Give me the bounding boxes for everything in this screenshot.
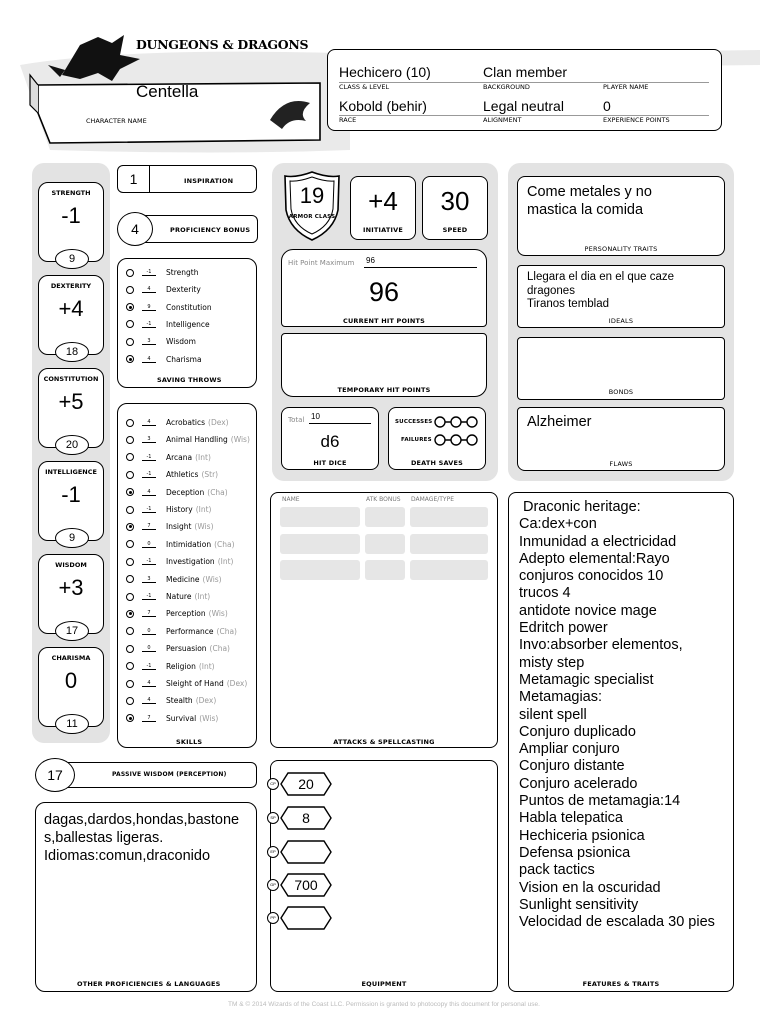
ability-score[interactable]: 17	[55, 621, 89, 641]
hit-dice-value[interactable]: d6	[320, 432, 340, 451]
skill-name: Sleight of Hand	[166, 679, 224, 688]
initiative-value[interactable]: +4	[368, 186, 398, 216]
skill-attribute: (Int)	[195, 505, 212, 514]
skill-name: Acrobatics	[166, 418, 206, 427]
ideals-label: IDEALS	[608, 317, 634, 325]
features-text[interactable]	[519, 499, 731, 931]
skill-row[interactable]	[126, 501, 211, 518]
skill-mod[interactable]: 0	[142, 645, 156, 652]
alignment-value[interactable]: Legal neutral	[483, 98, 564, 114]
ability-score[interactable]: 9	[55, 249, 89, 269]
saving-throw-mod[interactable]: -1	[142, 269, 156, 276]
feature-line: Invo:absorber elementos,	[519, 637, 683, 654]
skill-attribute: (Dex)	[195, 696, 217, 706]
skill-row[interactable]	[126, 605, 228, 622]
other-proficiencies-label: OTHER PROFICIENCIES & LANGUAGES	[77, 980, 221, 988]
coin-value[interactable]: 8	[302, 810, 310, 826]
skill-row[interactable]	[126, 640, 230, 657]
proficiency-radio[interactable]	[126, 419, 134, 427]
skill-attribute: (Wis)	[230, 435, 250, 445]
proficiency-radio[interactable]	[126, 575, 134, 583]
speed-value[interactable]: 30	[440, 186, 470, 216]
coin-field[interactable]	[280, 806, 332, 830]
skill-attribute: (Int)	[198, 661, 215, 671]
armor-class-value[interactable]: 19	[299, 183, 325, 208]
skill-mod[interactable]: 7	[142, 610, 156, 617]
ability-modifier[interactable]: +4	[58, 296, 84, 321]
skill-row[interactable]	[126, 449, 211, 466]
proficiency-radio[interactable]	[126, 303, 134, 311]
saving-throw-name: Intelligence	[166, 319, 210, 329]
skill-mod[interactable]: -1	[142, 593, 156, 600]
ability-score[interactable]: 20	[55, 435, 89, 455]
current-hp-value[interactable]: 96	[368, 277, 400, 307]
coin-code: GP	[267, 879, 279, 891]
coin-code: SP	[267, 812, 279, 824]
flaws-label: FLAWS	[609, 460, 633, 468]
feature-line: Adepto elemental:Rayo	[519, 550, 670, 567]
skill-name: Nature	[166, 592, 192, 601]
attacks-bonus-col: ATK BONUS	[366, 496, 401, 503]
skill-mod[interactable]: 3	[142, 436, 156, 443]
coin-code: PP	[267, 912, 279, 924]
hit-dice-total-label: Total	[288, 416, 305, 424]
ability-score[interactable]: 18	[55, 342, 89, 362]
ability-name: INTELLIGENCE	[45, 468, 97, 476]
skill-mod[interactable]: -1	[142, 558, 156, 565]
feature-line: silent spell	[519, 706, 587, 723]
skill-name: Perception	[166, 609, 206, 619]
ability-modifier[interactable]: -1	[61, 482, 81, 507]
character-name[interactable]: Centella	[136, 82, 199, 101]
ability-modifier[interactable]: 0	[64, 668, 78, 693]
attacks-box	[270, 492, 498, 748]
coin-field[interactable]	[280, 840, 332, 864]
feature-line: pack tactics	[519, 862, 595, 879]
ability-constitution	[38, 368, 104, 451]
attack-3-bonus[interactable]	[365, 560, 405, 580]
ideals-value[interactable]: Llegara el dia en el que caze dragones Tiranos temblad	[527, 271, 675, 310]
ability-modifier[interactable]: +5	[58, 389, 84, 414]
saving-throw-name: Wisdom	[166, 337, 196, 347]
armor-class-label: ARMOR CLASS	[288, 214, 336, 220]
initiative-label: INITIATIVE	[363, 226, 403, 234]
attack-1-name[interactable]	[280, 507, 360, 527]
hp-max-value[interactable]: 96	[366, 256, 375, 265]
attack-3-name[interactable]	[280, 560, 360, 580]
skill-row[interactable]	[126, 518, 214, 535]
skill-row[interactable]	[126, 710, 218, 727]
feature-line: antidote novice mage	[519, 602, 657, 619]
skill-row[interactable]	[126, 553, 233, 570]
feature-line: Ca:dex+con	[519, 516, 597, 533]
inspiration-label: INSPIRATION	[184, 177, 234, 185]
proficiency-radio[interactable]	[126, 593, 134, 601]
saving-throw-row[interactable]	[126, 264, 198, 281]
death-saves-label: DEATH SAVES	[410, 459, 464, 467]
feature-line: Inmunidad a electricidad	[519, 533, 677, 550]
proficiency-radio[interactable]	[126, 355, 134, 363]
proficiency-radio[interactable]	[126, 714, 134, 722]
passive-wisdom-value[interactable]: 17	[35, 758, 75, 792]
feature-line: Velocidad de escalada 30 pies	[519, 914, 715, 931]
saving-throw-name: Strength	[166, 268, 199, 277]
hit-dice-total-value[interactable]: 10	[311, 412, 320, 421]
skill-row[interactable]	[126, 414, 229, 431]
coin-field[interactable]	[280, 772, 332, 796]
skill-row[interactable]	[126, 536, 235, 553]
skill-name: Athletics	[166, 470, 199, 480]
skill-mod[interactable]: 4	[142, 419, 156, 426]
temp-hp-label: TEMPORARY HIT POINTS	[337, 386, 431, 394]
ability-score[interactable]: 11	[55, 714, 89, 734]
current-hp-label: CURRENT HIT POINTS	[342, 317, 426, 325]
skill-attribute: (Wis)	[194, 522, 214, 532]
saving-throw-row[interactable]	[126, 351, 202, 368]
skill-attribute: (Str)	[201, 470, 219, 480]
skill-attribute: (Int)	[217, 557, 234, 567]
xp-label: EXPERIENCE POINTS	[603, 116, 670, 124]
proficiency-radio[interactable]	[126, 540, 134, 548]
coin-code: EP	[267, 846, 279, 858]
feature-line: Metamagias:	[519, 689, 603, 706]
attack-3-damage[interactable]	[410, 560, 488, 580]
feature-line: Vision en la oscuridad	[519, 879, 661, 896]
proficiency-radio[interactable]	[126, 645, 134, 653]
race-label: RACE	[339, 116, 357, 124]
proficiency-radio[interactable]	[126, 338, 134, 346]
feature-line: Habla telepatica	[519, 810, 623, 827]
saving-throws-label: SAVING THROWS	[157, 376, 222, 384]
feature-line: trucos 4	[519, 585, 571, 602]
feature-line: Edritch power	[519, 620, 608, 637]
proficiency-label: PROFICIENCY BONUS	[170, 226, 251, 234]
proficiency-radio[interactable]	[126, 286, 134, 294]
skill-attribute: (Int)	[194, 592, 211, 601]
skill-mod[interactable]: 7	[142, 715, 156, 722]
proficiency-radio[interactable]	[126, 453, 134, 461]
proficiency-radio[interactable]	[126, 627, 134, 635]
skill-mod[interactable]: 3	[142, 576, 156, 583]
features-label: FEATURES & TRAITS	[582, 980, 660, 988]
background-label: BACKGROUND	[483, 83, 530, 91]
attacks-damage-col: DAMAGE/TYPE	[411, 496, 454, 503]
ability-strength	[38, 182, 104, 265]
proficiency-radio[interactable]	[126, 320, 134, 328]
death-saves-failures-label: FAILURES	[401, 437, 432, 443]
proficiency-radio[interactable]	[126, 436, 134, 444]
attack-2-bonus[interactable]	[365, 534, 405, 554]
ability-name: CONSTITUTION	[43, 375, 99, 383]
skill-row[interactable]	[126, 431, 250, 448]
skill-row[interactable]	[126, 484, 228, 501]
character-name-label: CHARACTER NAME	[86, 117, 147, 125]
feature-line: Defensa psionica	[519, 844, 631, 861]
saving-throw-row[interactable]	[126, 316, 210, 333]
proficiency-radio[interactable]	[126, 662, 134, 670]
coin-value[interactable]: 700	[294, 877, 318, 893]
skill-mod[interactable]: 7	[142, 523, 156, 530]
attacks-label: ATTACKS & SPELLCASTING	[333, 738, 435, 746]
skill-attribute: (Int)	[195, 452, 211, 462]
background-value[interactable]: Clan member	[483, 64, 568, 80]
ability-name: WISDOM	[55, 561, 87, 569]
xp-value[interactable]: 0	[603, 98, 611, 114]
feature-line: Puntos de metamagia:14	[519, 793, 681, 810]
passive-wisdom-label: PASSIVE WISDOM (PERCEPTION)	[112, 771, 227, 778]
saving-throw-mod[interactable]: 4	[142, 356, 156, 363]
feature-line: Conjuro duplicado	[519, 723, 636, 740]
saving-throw-name: Charisma	[166, 354, 202, 364]
ability-modifier[interactable]: -1	[61, 203, 81, 228]
skill-name: Investigation	[166, 557, 215, 567]
ability-modifier[interactable]: +3	[58, 575, 84, 600]
feature-line: Metamagic specialist	[519, 671, 654, 688]
speed-label: SPEED	[442, 226, 468, 234]
skill-row[interactable]	[126, 588, 210, 605]
saving-throw-mod[interactable]: -1	[142, 321, 156, 328]
skill-name: Persuasion	[166, 644, 207, 654]
skill-attribute: (Wis)	[199, 713, 219, 723]
skill-mod[interactable]: 4	[142, 680, 156, 687]
skill-row[interactable]	[126, 571, 222, 588]
ability-score[interactable]: 9	[55, 528, 89, 548]
skill-mod[interactable]: 4	[142, 489, 156, 496]
skill-attribute: (Cha)	[209, 644, 230, 654]
feature-line: Ampliar conjuro	[519, 741, 620, 758]
saving-throw-name: Dexterity	[166, 285, 201, 295]
skill-attribute: (Dex)	[208, 418, 229, 427]
skill-mod[interactable]: -1	[142, 663, 156, 670]
attack-1-damage[interactable]	[410, 507, 488, 527]
feature-line: Sunlight sensitivity	[519, 896, 639, 913]
ability-name: STRENGTH	[51, 189, 91, 197]
skill-row[interactable]	[126, 658, 215, 675]
attack-2-damage[interactable]	[410, 534, 488, 554]
footer-copyright: TM & © 2014 Wizards of the Coast LLC. Permission is granted to photocopy this document for personal use.	[228, 1001, 540, 1008]
skill-attribute: (Cha)	[216, 626, 237, 636]
skill-attribute: (Cha)	[214, 539, 235, 549]
feature-line: conjuros conocidos 10	[519, 568, 664, 585]
hp-max-label: Hit Point Maximum	[288, 259, 355, 267]
proficiency-radio[interactable]	[126, 488, 134, 496]
class-level-value[interactable]: Hechicero (10)	[339, 64, 431, 80]
inspiration-value[interactable]: 1	[118, 166, 150, 192]
skill-name: Insight	[166, 522, 192, 532]
proficiency-radio[interactable]	[126, 523, 134, 531]
feature-line: Draconic heritage:	[523, 499, 641, 515]
personality-value[interactable]: Come metales y no mastica la comida	[527, 184, 652, 218]
skills-label: SKILLS	[176, 738, 203, 746]
skill-name: Deception	[166, 487, 205, 497]
proficiency-radio[interactable]	[126, 610, 134, 618]
saving-throw-name: Constitution	[166, 302, 212, 312]
skill-mod[interactable]: -1	[142, 454, 156, 461]
ability-dexterity	[38, 275, 104, 358]
skill-name: Stealth	[166, 696, 193, 706]
skill-mod[interactable]: -1	[142, 506, 156, 513]
attacks-name-col: NAME	[282, 496, 300, 503]
proficiency-radio[interactable]	[126, 471, 134, 479]
ability-charisma	[38, 647, 104, 730]
proficiency-radio[interactable]	[126, 680, 134, 688]
personality-label: PERSONALITY TRAITS	[584, 245, 658, 253]
saving-throw-mod[interactable]: 4	[142, 286, 156, 293]
skill-row[interactable]	[126, 466, 218, 483]
proficiency-radio[interactable]	[126, 558, 134, 566]
alignment-label: ALIGNMENT	[483, 116, 522, 124]
feature-line: Conjuro distante	[519, 758, 625, 775]
skill-attribute: (Wis)	[208, 609, 228, 619]
proficiency-value[interactable]: 4	[117, 212, 153, 246]
skill-name: Survival	[166, 713, 197, 723]
other-proficiencies-text[interactable]: dagas,dardos,hondas,bastone s,ballestas ligeras. Idiomas:comun,draconido	[44, 812, 240, 864]
hit-dice-label: HIT DICE	[313, 459, 347, 467]
saving-throw-row[interactable]	[126, 281, 201, 298]
feature-line: Conjuro acelerado	[519, 775, 638, 792]
skill-name: Performance	[166, 626, 214, 636]
coin-code: CP	[267, 778, 279, 790]
bonds-label: BONDS	[608, 388, 634, 396]
skill-mod[interactable]: -1	[142, 471, 156, 478]
feature-line: misty step	[519, 654, 585, 671]
attack-1-bonus[interactable]	[365, 507, 405, 527]
ability-name: CHARISMA	[51, 654, 91, 662]
player-name-label: PLAYER NAME	[603, 83, 649, 91]
skill-row[interactable]	[126, 675, 247, 692]
skill-name: History	[166, 505, 193, 514]
attack-2-name[interactable]	[280, 534, 360, 554]
skill-name: Religion	[166, 661, 196, 671]
race-value[interactable]: Kobold (behir)	[339, 98, 427, 114]
skill-name: Intimidation	[166, 539, 212, 549]
coin-field[interactable]	[280, 906, 332, 930]
skill-attribute: (Wis)	[202, 574, 222, 584]
death-saves-successes-label: SUCCESSES	[395, 419, 433, 425]
skill-attribute: (Cha)	[207, 487, 228, 497]
skill-mod[interactable]: 0	[142, 628, 156, 635]
equipment-label: EQUIPMENT	[361, 980, 407, 988]
coin-value[interactable]: 20	[298, 776, 314, 792]
skill-row[interactable]	[126, 692, 216, 709]
saving-throw-mod[interactable]: 3	[142, 338, 156, 345]
proficiency-radio[interactable]	[126, 506, 134, 514]
feature-line: Hechiceria psionica	[519, 827, 645, 844]
saving-throw-row[interactable]	[126, 299, 212, 316]
skill-mod[interactable]: 0	[142, 541, 156, 548]
proficiency-radio[interactable]	[126, 269, 134, 277]
skill-name: Medicine	[166, 574, 200, 584]
coin-field[interactable]	[280, 873, 332, 897]
ability-name: DEXTERITY	[50, 282, 92, 290]
skill-name: Arcana	[166, 452, 193, 462]
ability-wisdom	[38, 554, 104, 637]
skill-attribute: (Dex)	[226, 679, 248, 688]
class-level-label: CLASS & LEVEL	[339, 83, 390, 91]
skill-row[interactable]	[126, 623, 237, 640]
skill-name: Animal Handling	[166, 435, 228, 445]
saving-throw-row[interactable]	[126, 333, 196, 350]
skill-mod[interactable]: 4	[142, 697, 156, 704]
saving-throw-mod[interactable]: 9	[142, 304, 156, 311]
proficiency-radio[interactable]	[126, 697, 134, 705]
flaws-value[interactable]: Alzheimer	[527, 414, 592, 430]
dnd-logo-text: DUNGEONS & DRAGONS	[136, 37, 309, 52]
ability-intelligence	[38, 461, 104, 544]
death-save-circles[interactable]	[433, 415, 479, 447]
